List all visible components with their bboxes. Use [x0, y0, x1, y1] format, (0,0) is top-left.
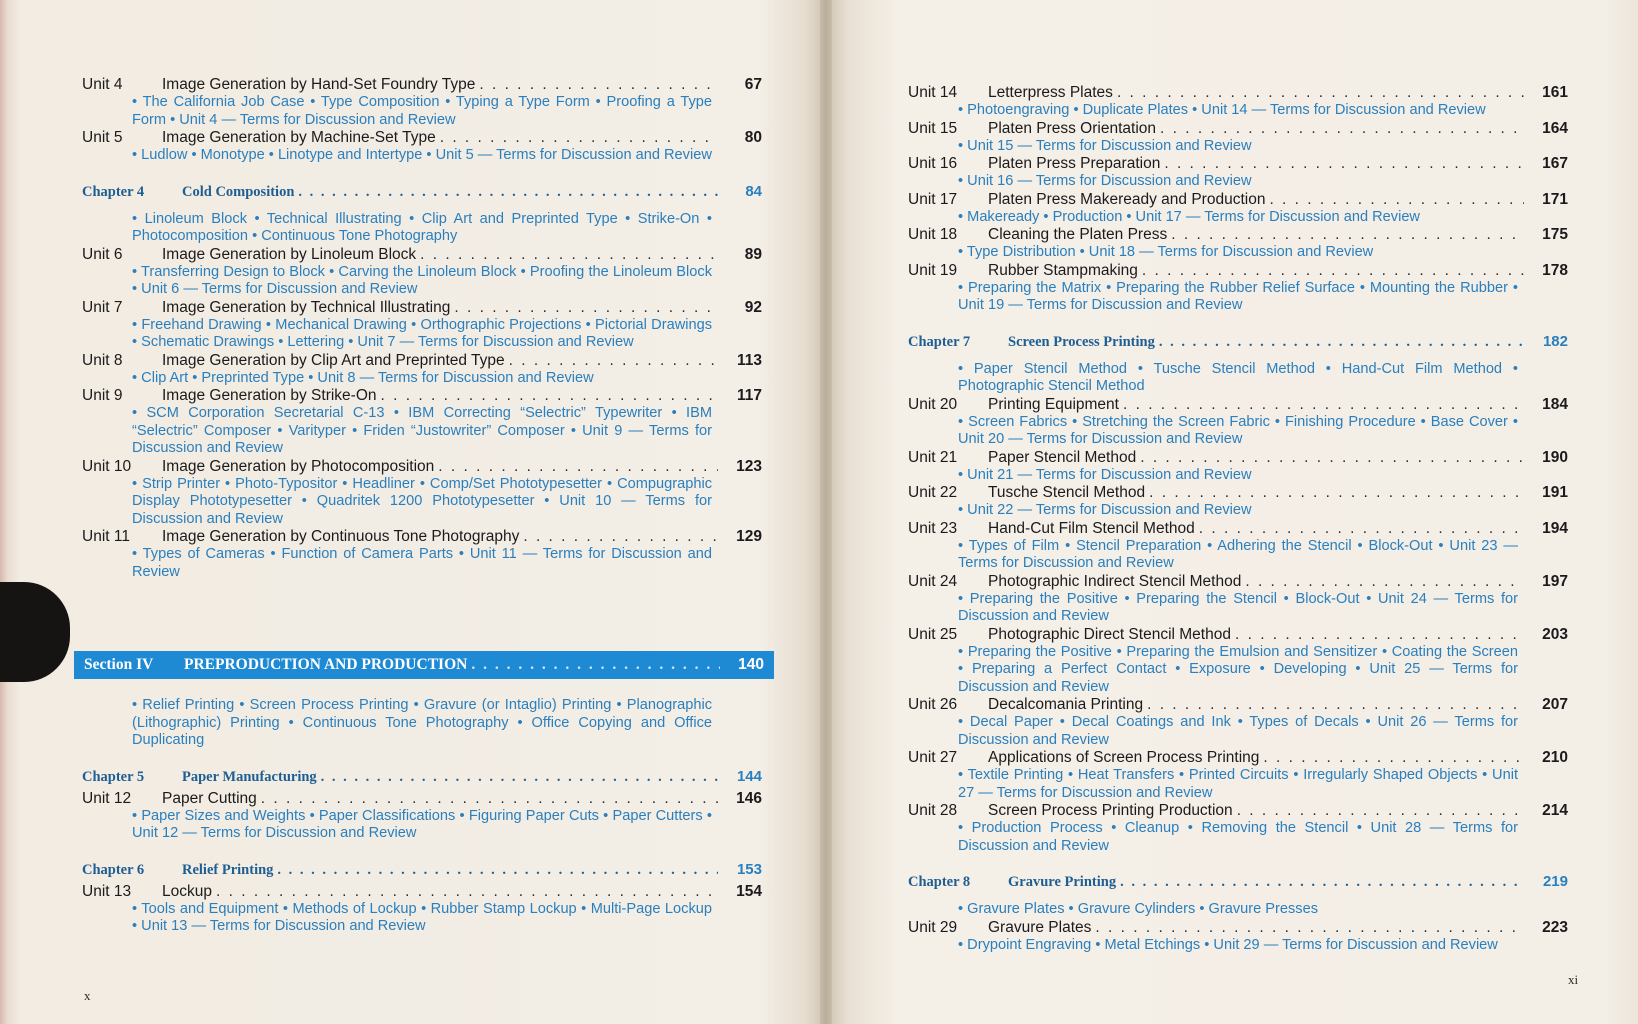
page-number: 153	[736, 860, 762, 878]
unit-title: Paper Stencil Method	[988, 448, 1137, 466]
page-number: 178	[1542, 261, 1568, 279]
unit-entry	[82, 76, 762, 129]
page-number: 207	[1542, 696, 1568, 713]
unit-entry	[82, 129, 762, 165]
unit-title: Cleaning the Platen Press	[988, 226, 1168, 243]
page-number: 154	[736, 882, 762, 900]
unit-topics: • The California Job Case • Type Composition • Typing a Type Form • Proofing a Type Form • Unit 4 — Terms for Discussion and Review	[132, 94, 712, 128]
page-number: 123	[736, 457, 762, 475]
unit-title: Platen Press Preparation	[988, 155, 1161, 172]
section-title: PREPRODUCTION AND PRODUCTION	[184, 656, 468, 673]
chapter-topics: • Linoleum Block • Technical Illustrating • Clip Art and Preprinted Type • Strike-On • Photocomposition • Continuous Tone Photography	[132, 210, 712, 244]
unit-entry	[908, 191, 1568, 227]
page-number: 184	[1542, 395, 1568, 413]
unit-title: Photographic Indirect Stencil Method	[988, 572, 1242, 590]
chapter-label: Chapter 6	[82, 861, 145, 878]
unit-entry	[908, 573, 1568, 626]
unit-topics: • Paper Sizes and Weights • Paper Classifications • Figuring Paper Cuts • Paper Cutters • Unit 12 — Terms for Discussion and Review	[132, 807, 712, 841]
unit-topics: • Tools and Equipment • Methods of Lockup • Rubber Stamp Lockup • Multi-Page Lockup • Unit 13 — Terms for Discussion and Review	[132, 900, 712, 934]
unit-number: Unit 10	[82, 457, 132, 475]
toc-group	[82, 76, 762, 165]
page-number: 113	[736, 351, 762, 369]
unit-entry	[908, 626, 1568, 697]
unit-title: Hand-Cut Film Stencil Method	[988, 519, 1195, 537]
unit-title: Image Generation by Hand-Set Foundry Type	[162, 76, 476, 93]
unit-entry	[908, 226, 1568, 262]
unit-title: Platen Press Makeready and Production	[988, 190, 1266, 208]
unit-entry	[908, 919, 1568, 955]
page-number: 194	[1542, 519, 1568, 537]
unit-title: Lockup	[162, 882, 212, 900]
chapter-entry	[908, 873, 1568, 919]
page-number: 89	[744, 245, 762, 263]
unit-title: Image Generation by Continuous Tone Photography	[162, 528, 520, 545]
unit-entry	[908, 520, 1568, 573]
book-gutter	[820, 0, 832, 1024]
unit-topics: • Transferring Design to Block • Carving the Linoleum Block • Proofing the Linoleum Block • Unit 6 — Terms for Discussion and Review	[132, 263, 712, 297]
unit-number: Unit 29	[908, 918, 958, 936]
page-number: 210	[1542, 749, 1568, 766]
toc-group	[908, 84, 1568, 315]
unit-number: Unit 7	[82, 298, 123, 316]
unit-title: Tusche Stencil Method	[988, 484, 1146, 501]
unit-topics: • Types of Film • Stencil Preparation • Adhering the Stencil • Block-Out • Unit 23 — Terms for Discussion and Review	[958, 537, 1518, 571]
unit-number: Unit 8	[82, 351, 123, 369]
unit-number: Unit 27	[908, 749, 958, 766]
section-label: Section IV	[84, 656, 154, 673]
unit-topics: • Screen Fabrics • Stretching the Screen Fabric • Finishing Procedure • Base Cover • Unit 20 — Terms for Discussion and Review	[958, 413, 1518, 447]
unit-topics: • Preparing the Positive • Preparing the Emulsion and Sensitizer • Coating the Screen • Preparing a Perfect Contact • Exposure • Developing • Unit 25 — Terms for Discussion and Review	[958, 643, 1518, 695]
unit-entry	[82, 528, 762, 581]
page-number: 92	[744, 298, 762, 316]
unit-topics: • Unit 15 — Terms for Discussion and Review	[958, 137, 1252, 154]
unit-number: Unit 26	[908, 696, 958, 713]
unit-topics: • Decal Paper • Decal Coatings and Ink • Types of Decals • Unit 26 — Terms for Discussion and Review	[958, 714, 1518, 748]
page-number: 161	[1542, 84, 1568, 101]
unit-topics: • Types of Cameras • Function of Camera Parts • Unit 11 — Terms for Discussion and Review	[132, 546, 712, 580]
page-number: 197	[1542, 572, 1568, 590]
unit-entry	[908, 396, 1568, 449]
chapter-title: Paper Manufacturing	[182, 768, 317, 785]
unit-topics: • Clip Art • Preprinted Type • Unit 8 — Terms for Discussion and Review	[132, 369, 594, 386]
unit-number: Unit 5	[82, 129, 123, 146]
unit-title: Platen Press Orientation	[988, 119, 1157, 137]
unit-number: Unit 12	[82, 789, 132, 807]
page-number: 203	[1542, 625, 1568, 643]
unit-topics: • Type Distribution • Unit 18 — Terms for Discussion and Review	[958, 244, 1374, 260]
unit-entry	[908, 449, 1568, 485]
page-number: 144	[736, 767, 762, 785]
unit-topics: • Photoengraving • Duplicate Plates • Unit 14 — Terms for Discussion and Review	[958, 102, 1486, 118]
chapter-title: Screen Process Printing	[1008, 333, 1155, 350]
unit-number: Unit 21	[908, 448, 958, 466]
page-number: 117	[736, 387, 762, 404]
unit-number: Unit 16	[908, 155, 958, 172]
page-number: 164	[1542, 119, 1568, 137]
chapter-title: Cold Composition	[182, 183, 295, 200]
unit-number: Unit 11	[82, 528, 130, 545]
unit-entry	[82, 790, 762, 843]
unit-title: Photographic Direct Stencil Method	[988, 625, 1231, 643]
unit-number: Unit 17	[908, 190, 958, 208]
unit-entry	[908, 484, 1568, 520]
unit-topics: • Makeready • Production • Unit 17 — Terms for Discussion and Review	[958, 208, 1420, 225]
unit-entry	[82, 458, 762, 529]
unit-number: Unit 4	[82, 76, 123, 93]
unit-topics: • Ludlow • Monotype • Linotype and Intertype • Unit 5 — Terms for Discussion and Review	[132, 147, 712, 163]
unit-title: Image Generation by Technical Illustrating	[162, 298, 451, 316]
unit-topics: • Unit 16 — Terms for Discussion and Review	[958, 173, 1252, 189]
page-number: 129	[736, 528, 762, 545]
unit-title: Image Generation by Clip Art and Preprinted Type	[162, 351, 505, 369]
unit-topics: • Preparing the Positive • Preparing the Stencil • Block-Out • Unit 24 — Terms for Discussion and Review	[958, 590, 1518, 624]
chapter-entry	[82, 183, 762, 246]
unit-number: Unit 13	[82, 882, 132, 900]
unit-title: Image Generation by Photocomposition	[162, 457, 435, 475]
unit-topics: • Textile Printing • Heat Transfers • Printed Circuits • Irregularly Shaped Objects • Unit 27 — Terms for Discussion and Review	[958, 767, 1518, 801]
unit-topics: • Drypoint Engraving • Metal Etchings • Unit 29 — Terms for Discussion and Review	[958, 936, 1498, 953]
unit-title: Screen Process Printing Production	[988, 802, 1233, 819]
toc-group	[82, 246, 762, 582]
toc-group	[908, 396, 1568, 856]
chapter-topics: • Paper Stencil Method • Tusche Stencil Method • Hand-Cut Film Method • Photographic Stencil Method	[958, 360, 1518, 394]
page-number: 182	[1542, 332, 1568, 350]
unit-entry	[82, 246, 762, 299]
page-number: 171	[1542, 190, 1568, 208]
page-number: 223	[1542, 918, 1568, 936]
page-number: 140	[738, 656, 764, 673]
chapter-label: Chapter 7	[908, 333, 971, 350]
unit-title: Image Generation by Strike-On	[162, 387, 377, 404]
page-number: 80	[744, 129, 762, 146]
page-number: 191	[1542, 484, 1568, 501]
unit-topics: • Unit 22 — Terms for Discussion and Review	[958, 502, 1252, 518]
chapter-entry	[82, 768, 762, 786]
unit-entry	[908, 749, 1568, 802]
unit-title: Rubber Stampmaking	[988, 261, 1138, 279]
chapter-topics: • Gravure Plates • Gravure Cylinders • Gravure Presses	[958, 901, 1319, 917]
page-number: 67	[744, 76, 762, 93]
page-number: 84	[745, 182, 762, 200]
unit-number: Unit 20	[908, 395, 958, 413]
unit-number: Unit 24	[908, 572, 958, 590]
unit-entry	[82, 299, 762, 352]
unit-number: Unit 15	[908, 119, 958, 137]
unit-title: Letterpress Plates	[988, 84, 1113, 101]
left-toc	[82, 76, 762, 936]
section-bar	[74, 651, 774, 679]
page-number: 175	[1542, 226, 1568, 243]
page-number: 190	[1542, 448, 1568, 466]
page-number: 214	[1542, 802, 1568, 819]
unit-entry	[908, 155, 1568, 191]
unit-title: Applications of Screen Process Printing	[988, 749, 1260, 766]
unit-title: Printing Equipment	[988, 395, 1119, 413]
unit-number: Unit 28	[908, 802, 958, 819]
chapter-title: Relief Printing	[182, 861, 274, 878]
page-folio: xi	[1568, 972, 1579, 987]
page-number: 146	[736, 789, 762, 807]
unit-number: Unit 18	[908, 226, 958, 243]
unit-topics: • Freehand Drawing • Mechanical Drawing • Orthographic Projections • Pictorial Drawings • Schematic Drawings • Lettering • Unit 7 — Terms for Discussion and Review	[132, 316, 712, 350]
unit-title: Gravure Plates	[988, 918, 1092, 936]
unit-number: Unit 9	[82, 387, 123, 404]
page-number: 219	[1542, 873, 1568, 890]
chapter-entry	[82, 861, 762, 879]
unit-title: Image Generation by Linoleum Block	[162, 245, 417, 263]
chapter-label: Chapter 5	[82, 768, 145, 785]
unit-entry	[908, 262, 1568, 315]
unit-number: Unit 14	[908, 84, 958, 101]
unit-topics: • Unit 21 — Terms for Discussion and Review	[958, 466, 1252, 483]
unit-title: Paper Cutting	[162, 789, 257, 807]
unit-entry	[82, 387, 762, 458]
unit-entry	[908, 802, 1568, 855]
unit-entry	[82, 352, 762, 388]
page-number: 167	[1542, 155, 1568, 172]
unit-number: Unit 22	[908, 484, 958, 501]
unit-number: Unit 25	[908, 625, 958, 643]
unit-entry	[82, 883, 762, 936]
unit-title: Decalcomania Printing	[988, 696, 1144, 713]
page-folio: x	[84, 988, 91, 1003]
unit-topics: • Production Process • Cleanup • Removing the Stencil • Unit 28 — Terms for Discussion and Review	[958, 820, 1518, 854]
unit-topics: • Strip Printer • Photo-Typositor • Headliner • Comp/Set Phototypesetter • Compugraphic Display Phototypesetter • Quadritek 1200 Phototypesetter • Unit 10 — Terms for Discussion and Review	[132, 475, 712, 527]
section-topics: • Relief Printing • Screen Process Printing • Gravure (or Intaglio) Printing • Planographic (Lithographic) Printing • Continuous Tone Photography • Office Copying and Office Duplicating	[132, 697, 712, 748]
unit-entry	[908, 84, 1568, 120]
right-toc	[908, 84, 1568, 954]
unit-number: Unit 19	[908, 261, 958, 279]
unit-topics: • SCM Corporation Secretarial C-13 • IBM Correcting “Selectric” Typewriter • IBM “Selectric” Composer • Varityper • Friden “Justowriter” Composer • Unit 9 — Terms for Discussion and Review	[132, 405, 712, 456]
unit-entry	[908, 120, 1568, 156]
unit-topics: • Preparing the Matrix • Preparing the Rubber Relief Surface • Mounting the Rubber • Unit 19 — Terms for Discussion and Review	[958, 279, 1518, 313]
chapter-title: Gravure Printing	[1008, 874, 1117, 890]
chapter-label: Chapter 8	[908, 874, 971, 890]
unit-entry	[908, 696, 1568, 749]
chapter-entry	[908, 333, 1568, 396]
unit-number: Unit 23	[908, 519, 958, 537]
chapter-label: Chapter 4	[82, 183, 145, 200]
unit-title: Image Generation by Machine-Set Type	[162, 129, 436, 146]
unit-number: Unit 6	[82, 245, 123, 263]
